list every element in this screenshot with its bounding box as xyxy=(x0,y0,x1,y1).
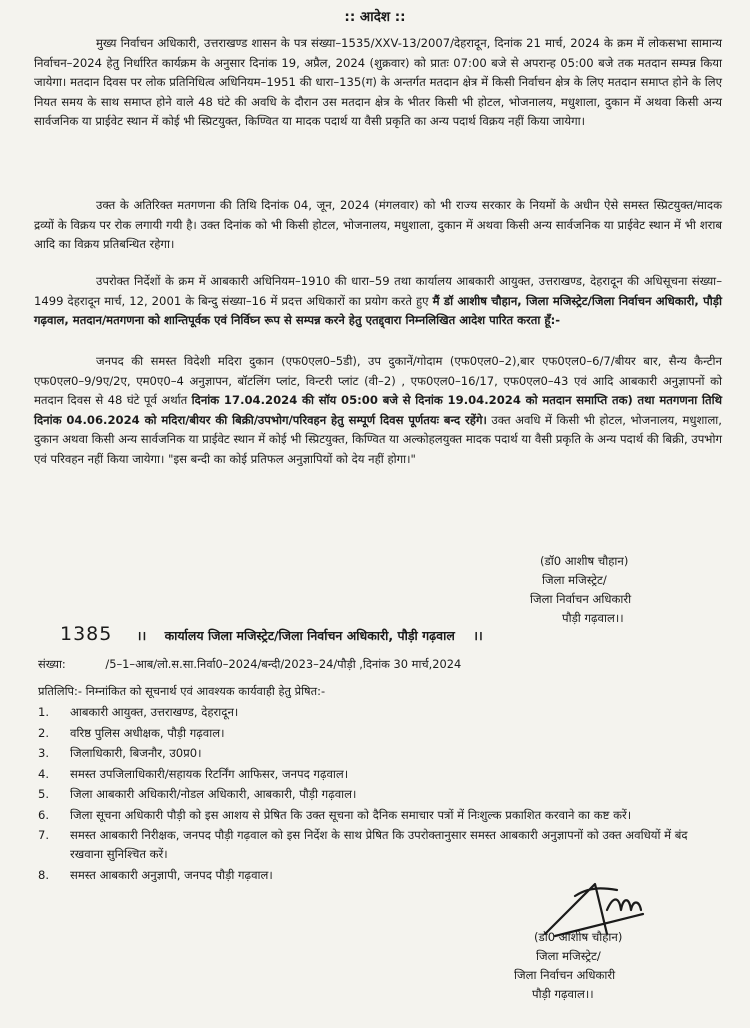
reference-line xyxy=(38,655,738,675)
signatory-place: पौड़ी गढ़वाल।। xyxy=(562,611,624,625)
paragraph-4-text: जनपद की समस्त विदेशी मदिरा दुकान (एफ0एल0–5डी), उप दुकानें/गोदाम (एफ0एल0–2),बार एफ0एल0–6/7/बीयर बार, सैन्य कैन्टीन एफ0एल0–9/9ए/2ए, एम0ए0–4 अनुज्ञापन, बॉटलिंग प्लांट, विन्टरी प्लांट (वी–2) , एफ0एल0–16/17, एफ0एल0–43 एवं आदि आबकारी अनुज्ञापनों को मतदान दिवस से 48 घंटे पूर्व अर्थात xyxy=(34,354,722,407)
paragraph-2 xyxy=(34,196,722,255)
copy-list-item-text: समस्त आबकारी अनुज्ञापी, जनपद पौड़ी गढ़वाल। xyxy=(70,867,273,882)
dispatch-number: 1385 xyxy=(60,623,113,645)
paragraph-1-text: मुख्य निर्वाचन अधिकारी, उत्तराखण्ड शासन के पत्र संख्या–1535/XXV-13/2007/देहरादून, दिनांक 21 मार्च, 2024 के क्रम में लोकसभा सामान्य निर्वाचन–2024 हेतु निर्धारित कार्यक्रम के अनुसार दिनांक 19, अप्रैल, 2024 (शुक्रवार) को प्रातः 07:00 बजे से अपरान्ह 05:00 बजे तक मतदान सम्पन्न किया जायेगा। मतदान दिवस पर लोक प्रतिनिधित्व अधिनियम–1951 की धारा–135(ग) के अन्तर्गत मतदान क्षेत्र में किसी निर्वाचन क्षेत्र के लिए मतदान समाप्त होने के लिए नियत समय के साथ समाप्त होने वाले 48 घंटे की अवधि के दौरान उस मतदान क्षेत्र के भीतर किसी भी होटल, भोजनालय, मधुशाला, दुकान में अथवा किसी अन्य सार्वजनिक या प्राईवेट स्थान में कोई भी स्प्रिटयुक्त, किण्वित या मादक पदार्थ या वैसी प्रकृति का अन्य पदार्थ विक्रय नहीं किया जायेगा। xyxy=(34,36,722,128)
paragraph-4-bold-text: दिनांक 17.04.2024 की सॉय 05:00 बजे से दिनांक 19.04.2024 को मतदान समाप्ति तक) तथा मतगणना तिथि दिनांक 04.06.2024 को मदिरा/बीयर की बिक्री/उपभोग/परिवहन हेतु सम्पूर्ण दिवस पूर्णतयः बन्द रहेंगे। xyxy=(34,393,722,427)
signatory-designation-2: जिला निर्वाचन अधिकारी xyxy=(530,592,632,606)
signature-block-bottom xyxy=(510,928,720,1004)
copy-list-item xyxy=(38,785,718,804)
copy-list-item-number: 7. xyxy=(38,828,50,842)
paragraph-4 xyxy=(34,352,722,469)
copy-list-item xyxy=(38,724,718,743)
copy-list-item-number: 8. xyxy=(38,867,50,882)
paragraph-2-text: उक्त के अतिरिक्त मतगणना की तिथि दिनांक 04, जून, 2024 (मंगलवार) को भी राज्य सरकार के नियमों के अधीन ऐसे समस्त स्प्रिटयुक्त/मादक द्रव्यों के विक्रय पर रोक लगायी गयी है। उक्त दिनांक को भी किसी होटल, भोजनालय, मधुशाला, दुकान में अथवा किसी अन्य सार्वजनिक या प्राईवेट स्थान में भी शराब आदि का विक्रय प्रतिबन्धित रहेगा। xyxy=(34,198,722,251)
signatory-designation-1: जिला मजिस्ट्रेट/ xyxy=(542,573,607,587)
office-bars-left: ।। xyxy=(136,628,147,643)
paragraph-4-tail-text: उक्त अवधि में किसी भी होटल, भोजनालय, मधुशाला, दुकान अथवा किसी अन्य सार्वजनिक या प्राईवेट स्थान में कोई भी स्प्रिटयुक्त, किण्वित या अल्कोहलयुक्त मादक पदार्थ या वैसी प्रकृति के अन्य पदार्थ की बिक्री, उपभोग एवं परिवहन नहीं किया जायेगा। "इस बन्दी का कोई प्रतिफल अनुज्ञापियों को देय नहीं होगा।" xyxy=(34,412,722,466)
copy-list-item-text: जिला सूचना अधिकारी पौड़ी को इस आशय से प्रेषित कि उक्त सूचना को दैनिक समाचार पत्रों में निःशुल्क प्रकाशित करवाने का कष्ट करें। xyxy=(70,807,632,822)
office-title-line xyxy=(60,625,750,646)
copy-list-item-text: समस्त आबकारी निरीक्षक, जनपद पौड़ी गढ़वाल को इस निर्देश के साथ प्रेषित कि उपरोक्तानुसार समस्त आबकारी अनुज्ञापनों को उक्त अवधियों में बंद रखवाना सुनिश्चित करें। xyxy=(70,828,688,861)
signatory-name: (डॉ0 आशीष चौहान) xyxy=(540,554,629,568)
copy-list-item xyxy=(38,703,718,722)
copy-list-item xyxy=(38,826,718,864)
copy-list-item-number: 4. xyxy=(38,766,50,781)
paragraph-3 xyxy=(34,272,722,331)
office-bars-right: ।। xyxy=(473,628,483,643)
copy-list-item-text: वरिष्ठ पुलिस अधीक्षक, पौड़ी गढ़वाल। xyxy=(70,725,225,740)
copy-list-item xyxy=(38,765,718,784)
signatory-designation-2-bottom: जिला निर्वाचन अधिकारी xyxy=(514,968,616,982)
copy-list-item-text: जिला आबकारी अधिकारी/नोडल अधिकारी, आबकारी, पौड़ी गढ़वाल। xyxy=(70,787,357,801)
copy-list-item-number: 5. xyxy=(38,787,50,801)
reference-label: संख्या: xyxy=(38,657,66,671)
copy-list-item-number: 3. xyxy=(38,746,50,760)
signatory-designation-1-bottom: जिला मजिस्ट्रेट/ xyxy=(536,949,601,963)
paragraph-3-bold-text: मैं डॉ आशीष चौहान, जिला मजिस्ट्रेट/जिला निर्वाचन अधिकारी, पौड़ी गढ़वाल, मतदान/मतगणना को शान्तिपूर्वक एवं निर्विघ्न रूप से सम्पन्न करने हेतु एतद्द्वारा निम्नलिखित आदेश पारित करता हूँ:- xyxy=(34,293,722,327)
copy-list-item-number: 2. xyxy=(38,725,50,740)
copy-list-item-text: समस्त उपजिलाधिकारी/सहायक रिटर्निंग आफिसर, जनपद गढ़वाल। xyxy=(70,766,349,781)
copy-list-item-number: 6. xyxy=(38,807,50,822)
copy-list-item xyxy=(38,744,718,763)
copy-list-item-text: जिलाधिकारी, बिजनौर, उ0प्र0। xyxy=(70,746,202,760)
reference-number: /5–1–आब/लो.स.सा.निर्वा0–2024/बन्दी/2023–24/पौड़ी ,दिनांक xyxy=(105,657,390,671)
signatory-name-bottom: (डॉ0 आशीष चौहान) xyxy=(534,930,623,944)
signatory-place-bottom: पौड़ी गढ़वाल।। xyxy=(532,987,594,1001)
copy-list-item xyxy=(38,806,718,825)
copy-list-item-text: आबकारी आयुक्त, उत्तराखण्ड, देहरादून। xyxy=(70,705,239,719)
paragraph-3-text: उपरोक्त निर्देशों के क्रम में आबकारी अधिनियम–1910 की धारा–59 तथा कार्यालय आबकारी आयुक्त, उत्तराखण्ड, देहरादून की अधिसूचना संख्या–1499 देहरादून मार्च, 12, 2001 के बिन्दु संख्या–16 में प्रदत्त अधिकारों का प्रयोग करते हुए xyxy=(34,274,722,308)
order-heading: :: आदेश :: xyxy=(344,9,406,25)
signature-block-top xyxy=(522,552,732,628)
copy-to-list xyxy=(38,703,718,886)
copy-to-heading: प्रतिलिपि:- निम्नांकित को सूचनार्थ एवं आवश्यक कार्यवाही हेतु प्रेषित:- xyxy=(38,684,326,698)
paragraph-1 xyxy=(34,34,722,132)
copy-list-item-number: 1. xyxy=(38,705,50,719)
office-title: कार्यालय जिला मजिस्ट्रेट/जिला निर्वाचन अधिकारी, पौड़ी गढ़वाल xyxy=(164,628,455,643)
reference-date: 30 मार्च,2024 xyxy=(393,657,462,671)
